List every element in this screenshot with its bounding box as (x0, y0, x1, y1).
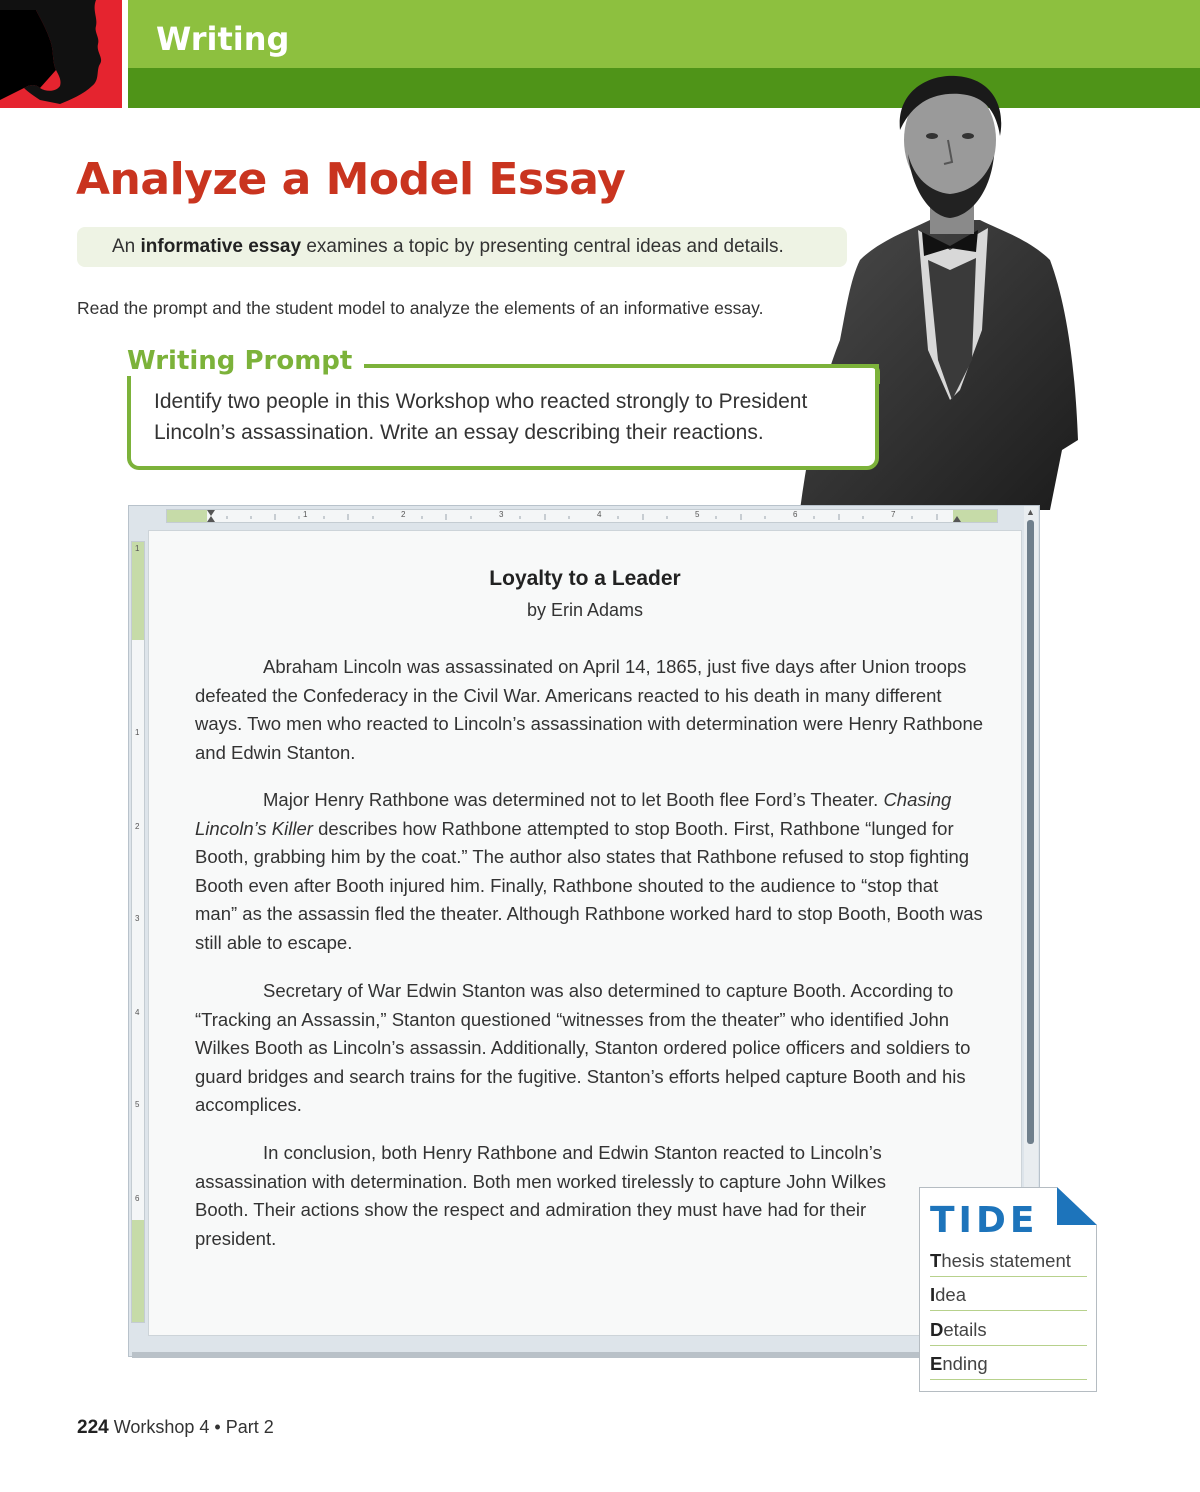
tide-title: TIDE (930, 1200, 1039, 1241)
page-number: 224 (77, 1417, 109, 1438)
tide-rest: dea (935, 1284, 967, 1305)
essay-author: by Erin Adams (526, 600, 644, 620)
paragraph-2-text-b: describes how Rathbone attempted to stop Booth. First, Rathbone “lunged for Booth, grabbing him by the coat.” The author also states that Rathbone refused to stop fighting Booth even after Booth injured him. Finally, Rathbone shouted to the audience to “stop that man” as the assassin fled the theater. Although Rathbone worked hard to stop Booth, Booth was still able to escape. (195, 817, 983, 953)
header-red-logo (0, 0, 122, 108)
ruler-margin-top (132, 542, 144, 640)
tide-rest: nding (942, 1353, 988, 1374)
ruler-margin-bottom (132, 1220, 144, 1322)
essay-paragraph-4: In conclusion, both Henry Rathbone and Edwin Stanton reacted to Lincoln’s assassination with determination. Both men worked tirelessly to capture John Wilkes Booth. Their actions show the respect and admiration they must have had for their president. (195, 1142, 886, 1249)
ruler-mark: 1 (303, 510, 308, 519)
tide-item (930, 1353, 1087, 1380)
silhouette-icon (0, 0, 122, 108)
definition-prefix: An (112, 236, 136, 257)
definition-term: informative essay (140, 236, 302, 257)
writing-prompt-label: Writing Prompt (127, 346, 364, 376)
tide-card (919, 1187, 1097, 1392)
essay-paragraph-1: Abraham Lincoln was assassinated on April 14, 1865, just five days after Union troops defeated the Confederacy in the Civil War. Americans reacted to his death in many different ways. Two men who reacted to Lincoln’s assassination with determination were Henry Rathbone and Edwin Stanton. (195, 656, 984, 763)
essay-title: Loyalty to a Leader (489, 567, 681, 590)
ruler-mark: 6 (793, 510, 798, 519)
ruler-mark: 5 (695, 510, 700, 519)
ruler-mark: 7 (891, 510, 896, 519)
horizontal-ruler[interactable] (166, 509, 998, 523)
page-fold-icon (1057, 1187, 1097, 1225)
writing-prompt-rule (350, 364, 876, 368)
tide-initial: I (930, 1284, 936, 1305)
page-footer (77, 1417, 274, 1439)
document-shadow (132, 1352, 1040, 1358)
tide-item (930, 1250, 1087, 1277)
tide-item (930, 1319, 1087, 1346)
vertical-ruler[interactable] (131, 541, 145, 1323)
footer-text: Workshop 4 • Part 2 (113, 1417, 274, 1437)
definition-box (77, 227, 847, 267)
ruler-mark: 3 (499, 510, 504, 519)
source-title: Chasing Lincoln’s Killer (195, 789, 952, 839)
tide-rest: etails (943, 1319, 987, 1340)
ruler-mark: 2 (135, 822, 140, 831)
essay-paragraph-2 (195, 786, 985, 958)
tide-initial: D (930, 1319, 944, 1340)
tide-item (930, 1284, 1087, 1311)
tide-initial: E (930, 1353, 943, 1374)
page-title: Analyze a Model Essay (76, 154, 626, 205)
scroll-thumb[interactable] (1027, 520, 1034, 1144)
tide-rest: hesis statement (941, 1250, 1071, 1271)
ruler-mark: 3 (135, 914, 140, 923)
ruler-mark: 4 (597, 510, 602, 519)
scroll-up-arrow-icon[interactable]: ▲ (1026, 507, 1035, 517)
writing-prompt-text: Identify two people in this Workshop who reacted strongly to President Lincoln’s assassination. Write an essay describing their reactions. (154, 390, 808, 444)
definition-suffix: examines a topic by presenting central ideas and details. (306, 236, 784, 257)
ruler-mark: 1 (135, 544, 140, 553)
ruler-mark: 1 (135, 728, 140, 737)
essay-paragraph-3: Secretary of War Edwin Stanton was also determined to capture Booth. According to “Tracking an Assassin,” Stanton questioned “witnesses from the theater” who identified John Wilkes Booth as Lincoln’s assassin. Additionally, Stanton ordered police officers and soldiers to guard bridges and search trains for the fugitive. Stanton’s efforts helped capture Booth and his accomplices. (195, 980, 971, 1116)
section-title: Writing (156, 20, 290, 58)
paragraph-2-text-a: Major Henry Rathbone was determined not to let Booth flee Ford’s Theater. (263, 789, 879, 810)
tide-initial: T (930, 1250, 942, 1271)
ruler-ticks (167, 510, 997, 522)
ruler-mark: 6 (135, 1194, 140, 1203)
intro-text: Read the prompt and the student model to analyze the elements of an informative essay. (77, 298, 764, 318)
ruler-mark: 5 (135, 1100, 140, 1109)
ruler-mark: 4 (135, 1008, 140, 1017)
ruler-mark: 2 (401, 510, 406, 519)
